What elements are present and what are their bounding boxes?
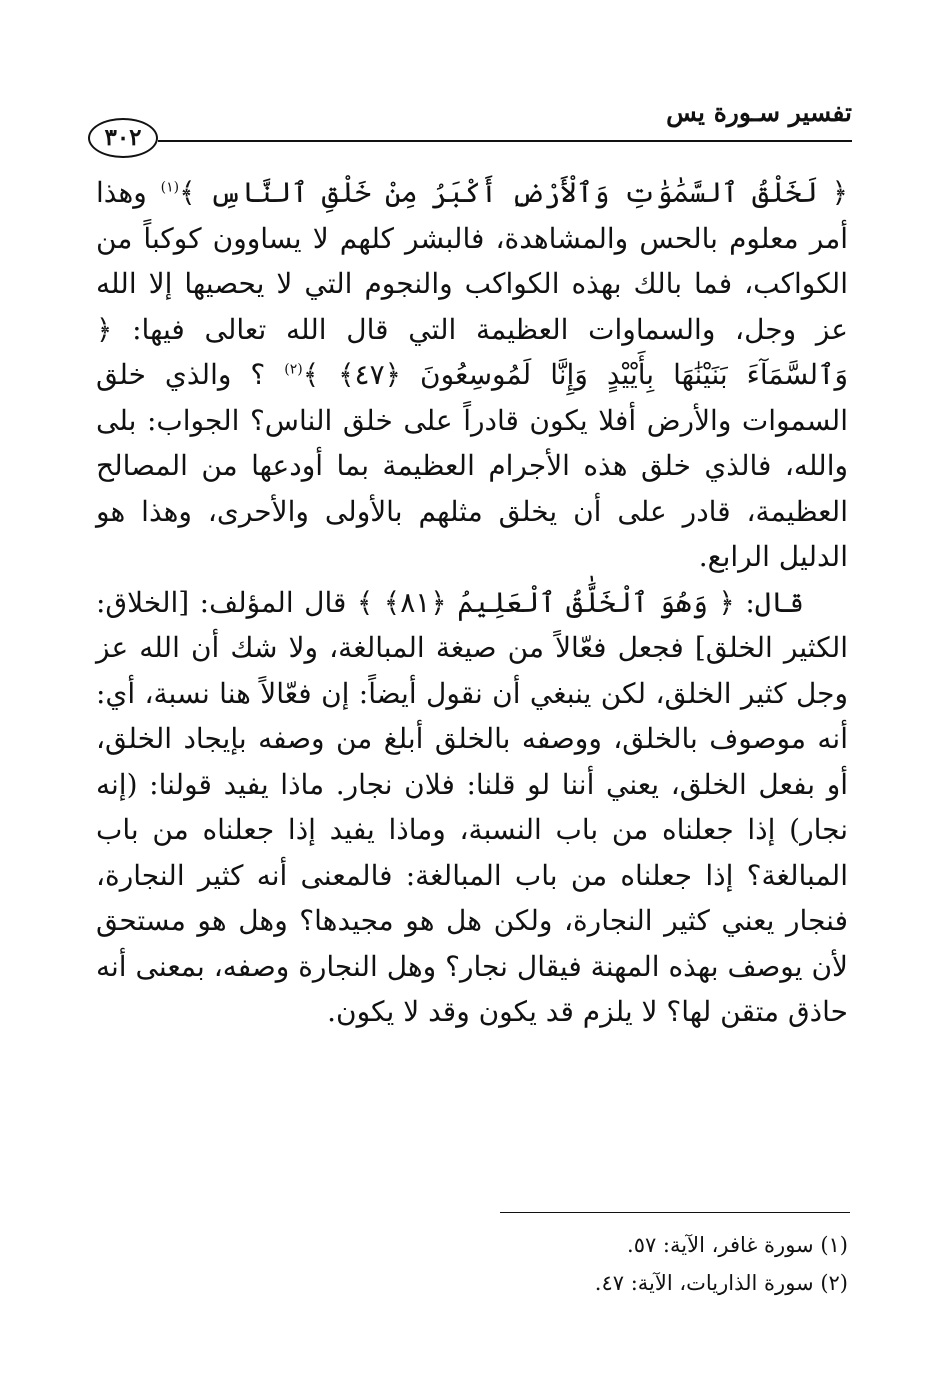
footnote-1: (١) سورة غافر، الآية: ٥٧. (627, 1233, 848, 1257)
page-number: ٣٠٢ (88, 118, 158, 158)
footnote-ref: (٢) (284, 361, 303, 378)
footnotes (428, 1226, 848, 1302)
quran-verse: ﴿ وَهُوَ ٱلْخَلَّٰقُ ٱلْعَلِيمُ ﴿٨١﴾ ﴾ (356, 585, 735, 619)
quran-verse: ﴿ وَٱلسَّمَآءَ بَنَيْنَٰهَا بِأَيْيْدٍ وَإِنَّا لَمُوسِعُونَ ﴿٤٧﴾ ﴾ (96, 312, 849, 391)
paragraph-text: قال: (734, 585, 804, 619)
paragraph-text: ؟ والذي خلق السموات والأرض أفلا يكون قادراً على خلق الناس؟ الجواب: بلى والله، فالذي خلق هذه الأجرام العظيمة بما أودعها من المصالح العظيمة، قادر على أن يخلق مثلهم بالأولى والأحرى، وهذا هو الدليل الرابع. (96, 358, 848, 573)
quran-verse: ﴿ لَخَلْقُ ٱلسَّمَٰوَٰتِ وَٱلْأَرْضِ أَكْبَرُ مِنْ خَلْقِ ٱلنَّاسِ ﴾ (179, 176, 849, 209)
footnote-2: (٢) سورة الذاريات، الآية: ٤٧. (594, 1271, 848, 1295)
body-text (96, 170, 848, 1035)
paragraph-1 (96, 170, 848, 580)
paragraph-text: وهذا أمر معلوم بالحس والمشاهدة، فالبشر كلهم لا يساوون كوكباً من الكواكب، فما بالك بهذه الكواكب والنجوم التي لا يحصيها إلا الله عز وجل، والسماوات العظيمة التي قال الله تعالى فيها: (96, 176, 848, 346)
footnote-rule (500, 1212, 850, 1213)
running-title: تفسير سـورة يس (666, 98, 852, 127)
page-header (88, 96, 852, 158)
paragraph-text: قال المؤلف: [الخلاق: الكثير الخلق] فجعل فعّالاً من صيغة المبالغة، ولا شك أن الله عز وجل كثير الخلق، لكن ينبغي أن نقول أيضاً: إن فعّالاً هنا نسبة، أي: أنه موصوف بالخلق، ووصفه بالخلق أبلغ من وصفه بإيجاد الخلق، أو بفعل الخلق، يعني أننا لو قلنا: فلان نجار. ماذا يفيد قولنا: (إنه نجار) إذا جعلناه من باب النسبة، وماذا يفيد إذا جعلناه من باب المبالغة؟ إذا جعلناه من باب المبالغة: فالمعنى أنه كثير النجارة، فنجار يعني كثير النجارة، ولكن هل هو مجيدها؟ وهل هو مستحق لأن يوصف بهذه المهنة فيقال نجار؟ وهل النجارة وصفه، بمعنى أنه حاذق متقن لها؟ لا يلزم قد يكون وقد لا يكون. (96, 585, 848, 1028)
header-rule (158, 140, 852, 142)
footnote-ref: (١) (160, 179, 180, 196)
paragraph-2 (96, 580, 848, 1035)
